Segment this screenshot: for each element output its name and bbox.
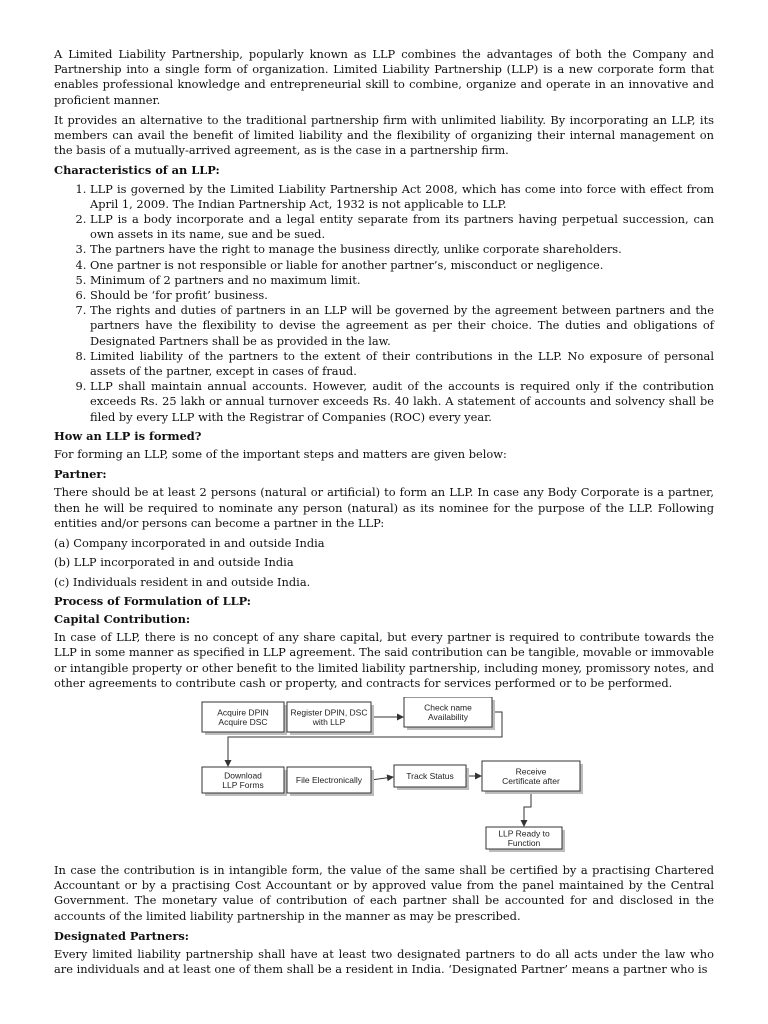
characteristics-list — [54, 182, 714, 425]
flow-step-label: Function — [507, 837, 541, 848]
flow-step-download-forms — [202, 767, 287, 796]
formed-heading: How an LLP is formed? — [54, 428, 202, 443]
flow-step-label: File Electronically — [295, 774, 363, 785]
flow-step-label: Track Status — [406, 770, 454, 781]
designated-text: Every limited liability partnership shall have at least two designated partners to do all acts under the law who are individuals and at least one of them shall be a resident in India. ‘Designated Partner’ means a partner who is — [54, 946, 714, 977]
flow-step-label: Availability — [427, 711, 469, 722]
partner-text: There should be at least 2 persons (natural or artificial) to form an LLP. In case any Body Corporate is a partner, then he will be required to nominate any person (natural) as its nominee for the purpose of the LLP. Following entities and/or persons can become a partner in the LLP: — [54, 485, 714, 530]
flow-step-label: Receive — [515, 766, 547, 777]
llp-process-flowchart — [54, 697, 714, 857]
list-item: 9. LLP shall maintain annual accounts. However, audit of the accounts is required only if the contribution exceeds Rs. 25 lakh or annual turnover exceeds Rs. 40 lakh. A statement of accounts and solvency shall be filed by every LLP with the Registrar of Companies (ROC) every year. — [90, 379, 714, 425]
partner-heading: Partner: — [54, 467, 107, 482]
flow-step-label: Register DPIN, DSC — [290, 707, 368, 718]
list-item: 3. The partners have the right to manage the business directly, unlike corporate shareholders. — [90, 242, 714, 257]
flow-step-label: with LLP — [312, 716, 346, 727]
capital-heading: Capital Contribution: — [54, 611, 191, 626]
process-heading: Process of Formulation of LLP: — [54, 593, 251, 608]
formed-text: For forming an LLP, some of the important steps and matters are given below: — [54, 447, 507, 462]
partner-option-a: (a) Company incorporated in and outside India — [54, 536, 325, 551]
flowchart-svg — [54, 697, 714, 857]
flow-arrow — [524, 791, 531, 826]
list-item: 8. Limited liability of the partners to the extent of their contributions in the LLP. No exposure of personal assets of the partner, except in cases of fraud. — [90, 349, 714, 379]
flow-step-label: LLP Forms — [222, 779, 264, 790]
list-item: 5. Minimum of 2 partners and no maximum limit. — [90, 273, 714, 288]
list-item: 2. LLP is a body incorporate and a legal entity separate from its partners having perpetual succession, can own assets in its name, sue and be sued. — [90, 212, 714, 242]
capital-text: In case of LLP, there is no concept of any share capital, but every partner is required to contribute towards the LLP in some manner as specified in LLP agreement. The said contribution can be tangible, movable or immovable or intangible property or other benefit to the limited liability partnership, including money, promissory notes, and other agreements to contribute cash or property, and contracts for services performed or to be performed. — [54, 630, 714, 690]
flow-step-label: Acquire DPIN — [217, 707, 269, 718]
list-item: 6. Should be ‘for profit’ business. — [90, 288, 714, 303]
flow-step-label: Download — [224, 770, 262, 781]
flow-step-acquire-dpin — [202, 702, 287, 735]
flow-step-label: Check name — [424, 702, 472, 713]
document-page — [54, 47, 714, 982]
flow-step-track-status — [394, 765, 469, 790]
intro-paragraph-2: It provides an alternative to the traditional partnership firm with unlimited liability. By incorporating an LLP, its members can avail the benefit of limited liability and the flexibility of organizing their internal management on the basis of a mutually-arrived agreement, as is the case in a partnership firm. — [54, 112, 714, 158]
flow-arrow — [371, 777, 393, 780]
flow-step-label: Certificate after — [502, 775, 560, 786]
characteristics-heading: Characteristics of an LLP: — [54, 163, 220, 178]
flow-step-label: Acquire DSC — [218, 716, 268, 727]
list-item: 1. LLP is governed by the Limited Liability Partnership Act 2008, which has come into force with effect from April 1, 2009. The Indian Partnership Act, 1932 is not applicable to LLP. — [90, 182, 714, 212]
list-item: 7. The rights and duties of partners in an LLP will be governed by the agreement between partners and the partners have the flexibility to devise the agreement as per their choice. The duties and obligations of Designated Partners shall be as provided in the law. — [90, 303, 714, 349]
list-item: 4. One partner is not responsible or liable for another partner’s, misconduct or negligence. — [90, 258, 714, 273]
flow-step-label: LLP Ready to — [498, 828, 550, 839]
intangible-text: In case the contribution is in intangible form, the value of the same shall be certified by a practising Chartered Accountant or by a practising Cost Accountant or by approved value from the panel maintained by the Central Government. The monetary value of contribution of each partner shall be accounted for and disclosed in the accounts of the limited liability partnership in the manner as may be prescribed. — [54, 862, 714, 923]
partner-option-c: (c) Individuals resident in and outside India. — [54, 574, 311, 589]
partner-option-b: (b) LLP incorporated in and outside India — [54, 555, 294, 570]
flow-step-register-dpin — [287, 702, 374, 735]
flow-step-file-electronically — [287, 767, 374, 796]
flow-step-check-name — [404, 697, 495, 730]
flow-step-llp-ready — [486, 827, 565, 852]
flow-step-receive-certificate — [482, 761, 583, 794]
intro-paragraph-1: A Limited Liability Partnership, popularly known as LLP combines the advantages of both the Company and Partnership into a single form of organization. Limited Liability Partnership (LLP) is a new corporate form that enables professional knowledge and entrepreneurial skill to combine, organize and operate in an innovative and proficient manner. — [54, 47, 714, 107]
designated-heading: Designated Partners: — [54, 928, 189, 943]
